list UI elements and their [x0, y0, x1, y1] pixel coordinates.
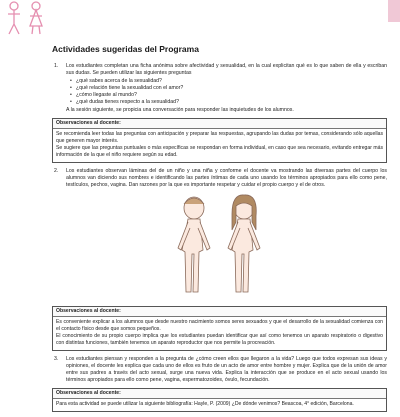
activity-2 — [52, 168, 387, 189]
activity-number: 2. — [54, 167, 59, 174]
activity-closing: A la sesión siguiente, se propicia una conversación para responder las inquietudes de los alumnos. — [66, 107, 294, 113]
document-page — [52, 44, 387, 417]
children-figures-icon — [164, 192, 276, 300]
corner-tab — [388, 0, 400, 22]
page-title: Actividades sugeridas del Programa — [52, 44, 199, 54]
note-paragraph: El conocimiento de su propio cuerpo implica que los estudiantes puedan identificar que así como tenemos un aparato respiratorio o digestivo con distintas funciones, también tenemos un aparato reproductor que nos permite la procreación. — [56, 333, 383, 347]
activity-number: 1. — [54, 63, 59, 69]
note-heading: Observaciones al docente: — [53, 119, 386, 129]
note-paragraph: Para esta actividad se puede utilizar la siguiente bibliografía: Hayle, P. (2009) ¿De dónde venimos? Beascoa, 4° edición, Barcelona. — [56, 400, 354, 407]
teacher-note-3 — [52, 388, 387, 412]
activity-text: Los estudiantes piensan y responden a la pregunta de ¿cómo creen ellos que llegaron a la vida? Luego que todos expresan sus ideas y opiniones, el docente les explica que cada uno de ellos es fruto de un acto de amor entre hombre y mujer. Explica que de la unión de amor entre sus padres a través del acto sexual, surge una nueva vida. Explica la interacción que se produce en el acto sexual usando los términos apropiados para ello como pene, vagina, espermatozoides, óvulo, fecundación. — [66, 355, 387, 383]
list-item: • ¿qué dudas tienes respecto a la sexualidad? — [70, 99, 387, 106]
list-item: • ¿qué sabes acerca de la sexualidad? — [70, 78, 387, 85]
note-heading: Observaciones al docente: — [53, 389, 386, 399]
note-paragraph: Es conveniente explicar a los alumnos que desde nuestro nacimiento somos seres sexuados y que el desarrollo de la sexualidad comienza con el contacto físico desde que somos pequeños. — [56, 318, 383, 332]
activity-text: Los estudiantes completan una ficha anónima sobre afectividad y sexualidad, en la cual explicitan qué es lo que saben de ella y escriban sus dudas. Se pueden utilizar las siguientes preguntas — [66, 63, 387, 76]
list-item: • ¿qué relación tiene la sexualidad con el amor? — [70, 85, 387, 92]
question-list — [70, 78, 387, 106]
teacher-note-1 — [52, 118, 387, 163]
decorative-figures-icon — [0, 0, 60, 36]
note-heading: Observaciones al docente: — [53, 307, 386, 317]
activity-1 — [52, 63, 387, 114]
note-paragraph: Se recomienda leer todas las preguntas con anticipación y preparar las respuestas, agrupando las dudas por temas, considerando sólo aquellas que generen mayor interés. — [56, 130, 383, 144]
note-paragraph: Se sugiere que las preguntas puntuales o más específicas se respondan en forma individual, en caso que sea necesario, evitando entregar más información de la que el niño requiere según su edad. — [56, 145, 383, 159]
body-illustration — [52, 192, 387, 300]
list-item: • ¿cómo llegaste al mundo? — [70, 92, 387, 99]
teacher-note-2 — [52, 306, 387, 351]
activity-number: 3. — [54, 355, 59, 362]
activity-text: Los estudiantes observan láminas del de un niño y una niña y conforme el docente va mostrando las diversas partes del cuerpo los alumnos van diciendo sus nombres e identificando las partes íntimas de cada uno usando los términos apropiados para ello como pene, testículos, pechos, vagina. Dan razones por la que es importante respetar y cuidar el propio cuerpo y el de otros. — [66, 167, 387, 188]
activity-3 — [52, 356, 387, 384]
